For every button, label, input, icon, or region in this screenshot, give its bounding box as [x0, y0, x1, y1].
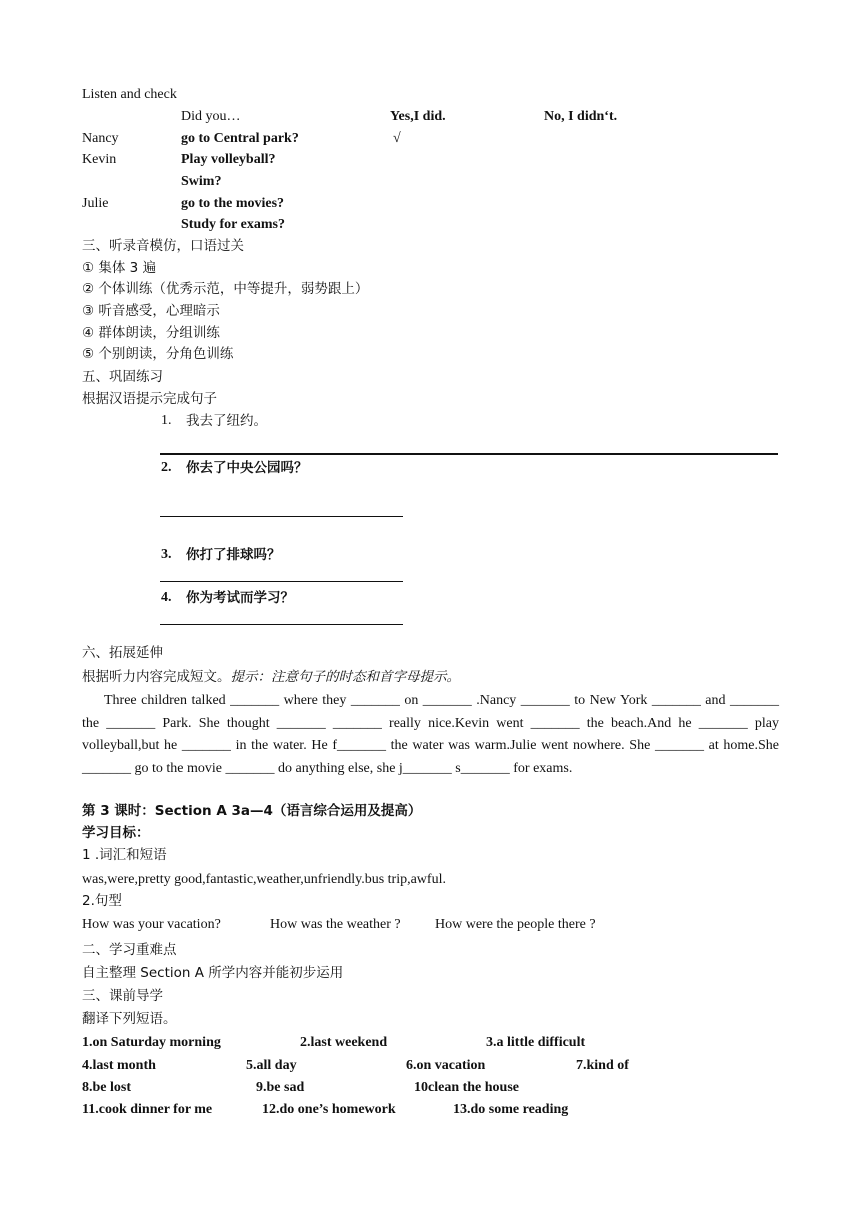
row-name: Kevin — [82, 152, 117, 167]
row-name: Julie — [82, 196, 109, 211]
answer-line — [160, 581, 403, 582]
phrase-item: 6.on vacation — [406, 1058, 486, 1073]
exercise-number: 2. — [161, 460, 172, 475]
exercise-number: 4. — [161, 590, 172, 605]
section6-hint: 提示：注意句子的时态和首字母提示。 — [230, 669, 460, 685]
phrase-item: 4.last month — [82, 1058, 156, 1073]
section6-instruction-line — [82, 668, 460, 686]
row-item: Play volleyball? — [181, 152, 276, 167]
exercise-prompt: 你为考试而学习？ — [186, 590, 294, 606]
answer-line — [160, 624, 403, 625]
phrase-item: 12.do one’s homework — [262, 1102, 396, 1117]
cloze-passage — [82, 690, 779, 781]
phrase-item: 13.do some reading — [453, 1102, 569, 1117]
section3-item: ① 集体 3 遍 — [82, 260, 157, 276]
section3-item: ② 个体训练（优秀示范，中等提升，弱势跟上） — [82, 281, 369, 297]
section5-heading: 五、巩固练习 — [82, 369, 163, 385]
col-header-yes: Yes,I did. — [390, 109, 446, 124]
row-name: Nancy — [82, 131, 119, 146]
phrase-item: 3.a little difficult — [486, 1035, 586, 1050]
cloze-passage-text: Three children talked _______ where they _______ on _______ .Nancy _______ to New York _______ and _______ the _______ Park. She thought _______ _______ really nice.Kevin went _______ the beach.And he _______ play volleyball,but he _______ in the water. He f_______ the water was warm.Julie went nowhere. She _______ at home.She _______ go to the movie _______ do anything else, she j_______ s_______ for exams. — [82, 693, 779, 777]
exercise-number: 1. — [161, 413, 172, 428]
section3-heading: 三、听录音模仿，口语过关 — [82, 238, 244, 254]
vocab-label: 1 .词汇和短语 — [82, 847, 167, 863]
section6-instruction: 根据听力内容完成短文。 — [82, 669, 231, 685]
difficulty-heading: 二、学习重难点 — [82, 942, 177, 958]
goals-label: 学习目标： — [82, 825, 150, 841]
preview-heading: 三、课前导学 — [82, 988, 163, 1004]
col-header-no: No, I didnʻt. — [544, 109, 618, 124]
sentence-pattern: How were the people there ? — [435, 917, 596, 932]
phrase-item: 2.last weekend — [300, 1035, 388, 1050]
exercise-prompt: 你去了中央公园吗？ — [186, 460, 308, 476]
phrase-item: 7.kind of — [576, 1058, 629, 1073]
difficulty-text: 自主整理 Section A 所学内容并能初步运用 — [82, 965, 344, 981]
exercise-prompt: 我去了纽约。 — [186, 413, 267, 429]
row-item: go to the movies? — [181, 196, 285, 211]
phrase-item: 9.be sad — [256, 1080, 305, 1095]
section3-item: ③ 听音感受，心理暗示 — [82, 303, 220, 319]
exercise-prompt: 你打了排球吗？ — [186, 547, 281, 563]
lesson3-title: 第 3 课时：Section A 3a—4（语言综合运用及提高） — [82, 803, 422, 819]
exercise-number: 3. — [161, 547, 172, 562]
col-header-question: Did you… — [181, 109, 241, 124]
sentence-pattern: How was the weather ? — [270, 917, 401, 932]
section3-item: ⑤ 个别朗读，分角色训练 — [82, 346, 234, 362]
answer-line — [160, 453, 778, 455]
row-item: go to Central park? — [181, 131, 299, 146]
patterns-label: 2.句型 — [82, 893, 122, 909]
row-item: Swim? — [181, 174, 222, 189]
row-item: Study for exams? — [181, 217, 285, 232]
sentence-pattern: How was your vacation? — [82, 917, 221, 932]
vocab-list: was,were,pretty good,fantastic,weather,unfriendly.bus trip,awful. — [82, 872, 446, 887]
section3-item: ④ 群体朗读，分组训练 — [82, 325, 220, 341]
answer-line — [160, 516, 403, 517]
section6-heading: 六、拓展延伸 — [82, 645, 163, 661]
listen-title: Listen and check — [82, 87, 177, 102]
phrase-item: 1.on Saturday morning — [82, 1035, 221, 1050]
phrase-item: 8.be lost — [82, 1080, 131, 1095]
check-mark: √ — [393, 131, 401, 146]
section5-instruction: 根据汉语提示完成句子 — [82, 391, 217, 407]
phrase-item: 5.all day — [246, 1058, 297, 1073]
phrase-item: 11.cook dinner for me — [82, 1102, 213, 1117]
preview-instruction: 翻译下列短语。 — [82, 1011, 177, 1027]
phrase-item: 10clean the house — [414, 1080, 519, 1095]
